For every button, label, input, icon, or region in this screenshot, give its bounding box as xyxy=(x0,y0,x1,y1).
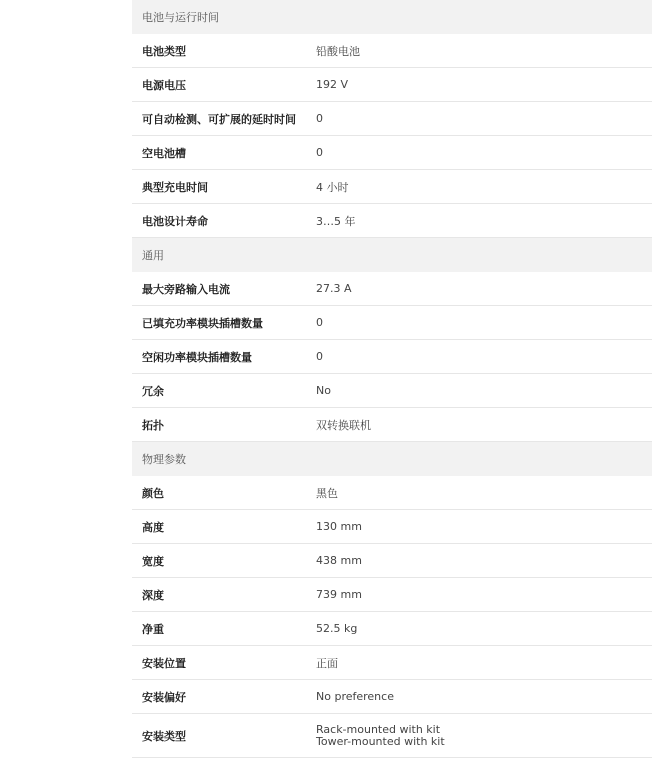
spec-value: 双转换联机 xyxy=(316,418,371,432)
spec-row-free-power-slots xyxy=(132,340,652,374)
spec-row-mounting-position xyxy=(132,646,652,680)
spec-label: 净重 xyxy=(142,622,164,636)
spec-value: 27.3 A xyxy=(316,282,352,295)
spec-value: 黑色 xyxy=(316,486,338,500)
spec-label: 空闲功率模块插槽数量 xyxy=(142,350,252,364)
spec-row-redundancy xyxy=(132,374,652,408)
spec-label: 深度 xyxy=(142,588,164,602)
spec-row-battery-type xyxy=(132,34,652,68)
spec-label: 颜色 xyxy=(142,486,164,500)
spec-value: 130 mm xyxy=(316,520,362,533)
spec-label: 安装偏好 xyxy=(142,690,186,704)
spec-row-height xyxy=(132,510,652,544)
spec-label: 电源电压 xyxy=(142,78,186,92)
spec-value: 52.5 kg xyxy=(316,622,358,635)
section-header-physical: 物理参数 xyxy=(132,442,652,476)
spec-row-battery-life xyxy=(132,204,652,238)
spec-label: 冗余 xyxy=(142,384,164,398)
spec-row-max-bypass-current xyxy=(132,272,652,306)
spec-value: No preference xyxy=(316,690,394,703)
section-header-battery: 电池与运行时间 xyxy=(132,0,652,34)
spec-row-empty-battery-slots xyxy=(132,136,652,170)
spec-value: 0 xyxy=(316,350,323,363)
spec-value-line: Rack-mounted with kit xyxy=(316,722,441,736)
spec-value: 192 V xyxy=(316,78,349,91)
spec-label: 已填充功率模块插槽数量 xyxy=(142,316,263,330)
spec-row-supply-voltage xyxy=(132,68,652,102)
spec-row-filled-power-slots xyxy=(132,306,652,340)
spec-value: 0 xyxy=(316,112,323,125)
spec-value: 4 小时 xyxy=(316,180,349,194)
spec-row-width xyxy=(132,544,652,578)
section-header-general: 通用 xyxy=(132,238,652,272)
spec-label: 拓扑 xyxy=(142,418,164,432)
spec-label: 宽度 xyxy=(142,554,164,568)
spec-label: 高度 xyxy=(142,520,164,534)
spec-value: 铅酸电池 xyxy=(316,44,360,58)
specification-table xyxy=(132,0,652,758)
spec-label: 典型充电时间 xyxy=(142,180,208,194)
spec-label: 安装位置 xyxy=(142,656,186,670)
spec-row-mounting-type xyxy=(132,714,652,758)
spec-row-color xyxy=(132,476,652,510)
spec-value: 正面 xyxy=(316,656,338,670)
spec-label: 可自动检测、可扩展的延时时间 xyxy=(142,112,296,126)
spec-label: 最大旁路输入电流 xyxy=(142,282,230,296)
spec-value: 3…5 年 xyxy=(316,214,356,228)
spec-row-mounting-preference xyxy=(132,680,652,714)
spec-row-depth xyxy=(132,578,652,612)
spec-value: No xyxy=(316,384,331,397)
spec-value: 438 mm xyxy=(316,554,362,567)
spec-value: 0 xyxy=(316,316,323,329)
spec-row-net-weight xyxy=(132,612,652,646)
spec-value: 0 xyxy=(316,146,323,159)
spec-label: 电池类型 xyxy=(142,44,186,58)
spec-label: 电池设计寿命 xyxy=(142,214,208,228)
spec-label: 空电池槽 xyxy=(142,146,186,160)
spec-value-line: Tower-mounted with kit xyxy=(316,734,445,748)
spec-row-extendable-runtime xyxy=(132,102,652,136)
spec-value: 739 mm xyxy=(316,588,362,601)
spec-label: 安装类型 xyxy=(142,729,186,743)
spec-row-topology xyxy=(132,408,652,442)
spec-row-typical-charge-time xyxy=(132,170,652,204)
